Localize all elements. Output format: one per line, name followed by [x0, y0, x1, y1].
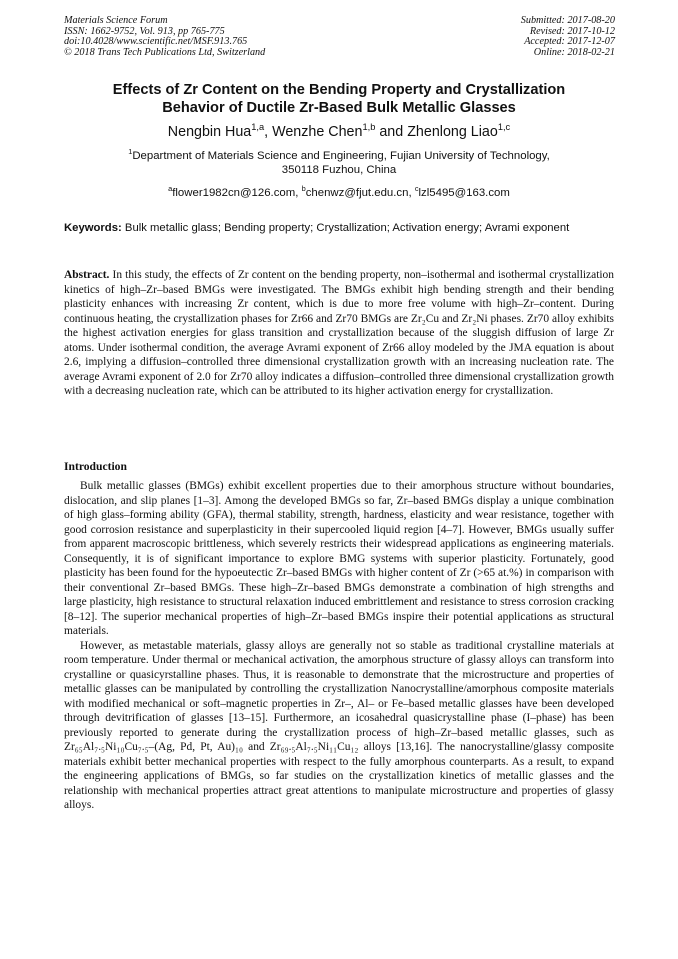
journal-name: Materials Science Forum	[64, 15, 168, 26]
online-date: Online: 2018-02-21	[533, 46, 615, 58]
title-line-2: Behavior of Ductile Zr-Based Bulk Metallic Glasses	[162, 100, 516, 116]
email-mark: a	[168, 184, 173, 194]
author-name: Wenzhe Chen	[272, 124, 363, 140]
keywords	[64, 221, 614, 235]
journal-copyright: © 2018 Trans Tech Publications Ltd, Switzerland	[64, 46, 266, 58]
email-mark: b	[301, 184, 306, 194]
author-affil-mark: 1,a	[251, 122, 265, 133]
journal-info	[64, 16, 265, 58]
author-affil-mark: 1,b	[362, 122, 376, 133]
email-link[interactable]: flower1982cn@126.com	[172, 187, 296, 199]
email-link[interactable]: lzl5495@163.com	[418, 187, 510, 199]
author-separator: ,	[264, 124, 273, 140]
author-separator: and	[375, 124, 408, 140]
email-separator: ,	[295, 187, 302, 199]
affiliation-line-1: Department of Materials Science and Engineering, Fujian University of Technology,	[132, 150, 550, 162]
journal-issn: ISSN: 1662-9752, Vol. 913, pp 765-775	[64, 25, 225, 37]
accepted-date: Accepted: 2017-12-07	[524, 36, 615, 48]
title-line-1: Effects of Zr Content on the Bending Property and Crystallization	[112, 82, 566, 98]
introduction-body	[64, 479, 614, 813]
author-list	[64, 123, 614, 141]
affiliation	[64, 149, 614, 177]
abstract	[64, 268, 614, 399]
intro-paragraph-2: However, as metastable materials, glassy alloys are generally not so stable as traditional crystalline materials at room temperature. Under thermal or mechanical activation, the amorphous structure of glassy alloys can transform into crystalline or quasicyrstalline phases. Thus, it is reasonable to demonstrate that the microstructure and properties of metallic glasses can be manipulated by controlling the crystallization Nanocrystalline/amorphous composite materials with modified mechanical or soft–magnetic properties in Zr–, Al– or Fe–based metallic glasses have been developed through devitrification of glasses [13–15]. Furthermore, an icosahedral quasicrystalline phase (I–phase) has been previously reported to generate during the crystallization process of high–Zr–based metallic glasses, such as Zr₆₅Al₇.₅Ni₁₀Cu₇.₅–(Ag, Pd, Pt, Au)₁₀ and Zr₆₉.₅Al₇.₅Ni₁₁Cu₁₂ alloys [13,16]. The nanocrystalline/glassy composite materials exhibit better mechanical properties with respect to the fully amorphous counterparts. As a result, to expand the engineering applications of BMGs, so far studies on the crystallization kinetics of metallic glasses and the relationship with mechanical properties attract great attentions to manipulate microstructure and properties of glassy alloys.	[64, 639, 614, 811]
abstract-label: Abstract.	[64, 269, 110, 281]
paper-title	[64, 81, 614, 117]
intro-paragraph-1: Bulk metallic glasses (BMGs) exhibit excellent properties due to their amorphous structure without boundaries, dislocation, and slip planes [1–3]. Among the developed BMGs so far, Zr–based BMGs display a unique combination of high glass–forming ability (GFA), thermal stability, strength, hardness, elasticity and wear resistance, together with good corrosion resistance and superplasticity in their supercooled liquid region [4–7]. However, BMGs usually suffer from apparent macroscopic brittleness, which severely restricts their widespread applications as engineering materials. Consequently, it is of significant importance to explore BMG systems with superior plasticity. Fortunately, good plasticity has been found for the hypoeutectic Zr–based BMGs with higher content of Zr (>65 at.%) in comparison with their conventional Zr–based BMGs. These high–Zr–based BMGs demonstrate a combination of high strengths and large plasticity, high resistance to structural relaxation induced embrittlement and resistance to stress corrosion cracking [8–12]. The superior mechanical properties of high–Zr–based BMGs inspire their potential applications as structural materials.	[64, 480, 614, 637]
affiliation-mark: 1	[128, 147, 133, 157]
journal-doi[interactable]: doi:10.4028/www.scientific.net/MSF.913.765	[64, 36, 248, 48]
author-name: Nengbin Hua	[167, 124, 252, 140]
revised-date: Revised: 2017-10-12	[529, 25, 615, 37]
affiliation-line-2: 350118 Fuzhou, China	[281, 164, 397, 176]
author-affil-mark: 1,c	[497, 122, 511, 133]
keywords-label: Keywords:	[64, 222, 122, 234]
email-separator: ,	[408, 187, 415, 199]
section-heading-introduction: Introduction	[64, 460, 127, 473]
keywords-text: Bulk metallic glass; Bending property; Crystallization; Activation energy; Avrami exponent	[121, 222, 570, 234]
abstract-text: In this study, the effects of Zr content on the bending property, non–isothermal and isothermal crystallization kinetics of high–Zr–based BMGs were investigated. The BMGs exhibit high bending strength and their bending plasticity enhances with increasing Zr content, which is due to more free volume with high–Zr–content. During continuous heating, the crystallization phases for Zr66 and Zr70 BMGs are Zr₂Cu and Zr₂Ni phases. Zr70 alloy exhibits the highest activation energies for glass transition and crystallization because of the sluggish diffusion of large Zr atoms. Under isothermal condition, the average Avrami exponent of Zr66 alloy modeled by the JMA equation is about 2.6, implying a diffusion–controlled three dimensional crystallization growth with an increasing nucleation rate. The average Avrami exponent of 2.0 for Zr70 alloy indicates a diffusion–controlled three dimensional crystallization growth with a decreasing nucleation rate, which can be attributed to its higher activation energy for crystallization.	[64, 269, 614, 397]
submitted-date: Submitted: 2017-08-20	[520, 15, 615, 26]
email-link[interactable]: chenwz@fjut.edu.cn	[305, 187, 409, 199]
publication-dates	[521, 16, 615, 58]
email-list	[64, 186, 614, 200]
author-name: Zhenlong Liao	[407, 124, 498, 140]
email-mark: c	[414, 184, 419, 194]
